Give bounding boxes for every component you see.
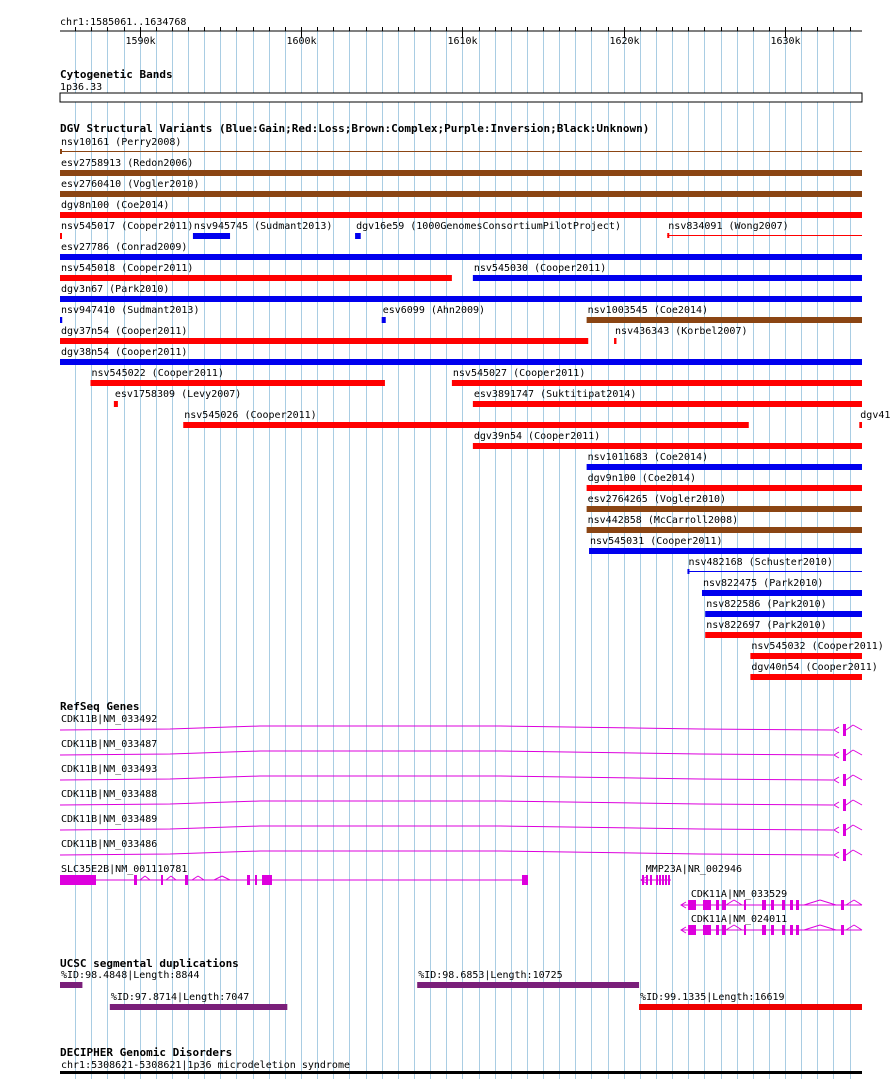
dgv-variant-bar[interactable] [587, 464, 862, 470]
dgv-variant-bar[interactable] [473, 401, 862, 407]
exon [656, 875, 658, 885]
exon [722, 900, 726, 910]
dgv-variant-label: dgv41 [860, 410, 890, 421]
exon [703, 900, 711, 910]
dgv-variant[interactable] [60, 221, 193, 239]
intron-line [145, 876, 150, 880]
refseq-gene-label: CDK11B|NM_033492 [61, 714, 158, 725]
segdup-label: %ID:99.1335|Length:16619 [640, 992, 785, 1003]
dgv-variant[interactable] [589, 536, 862, 554]
dgv-variant-label: nsv442858 (McCarroll2008) [587, 515, 739, 526]
intron-line [846, 725, 853, 730]
dgv-variant-bar[interactable] [750, 674, 862, 680]
segdup-label: %ID:98.6853|Length:10725 [418, 970, 563, 981]
refseq-gene[interactable] [60, 864, 528, 885]
exon [185, 875, 188, 885]
location-label: chr1:1585061..1634768 [60, 17, 187, 28]
dgv-variant-bar[interactable] [473, 443, 862, 449]
dgv-variant[interactable] [587, 452, 862, 470]
dgv-variant-label: nsv436343 (Korbel2007) [615, 326, 748, 337]
refseq-gene-label: CDK11B|NM_033488 [61, 789, 158, 800]
ruler-tick-label: 1590k [125, 36, 156, 47]
dgv-variant-bar[interactable] [589, 548, 862, 554]
refseq-gene[interactable] [641, 864, 742, 885]
dgv-variant-bar[interactable] [60, 191, 862, 197]
exon [668, 875, 670, 885]
dgv-variant-bar[interactable] [90, 380, 384, 386]
segdup-feature[interactable] [60, 970, 199, 988]
dgv-variant-bar[interactable] [193, 233, 230, 239]
ruler-tick-label: 1600k [286, 36, 317, 47]
exon [662, 875, 664, 885]
dgv-variant-label: dgv39n54 (Cooper2011) [473, 431, 601, 442]
dgv-variant-label: dgv40n54 (Cooper2011) [751, 662, 878, 673]
refseq-gene-label: CDK11A|NM_033529 [690, 889, 788, 900]
dgv-variant-label: nsv545031 (Cooper2011) [590, 536, 723, 547]
segmental-duplications-track [60, 957, 862, 1010]
dgv-variant-start-mark [687, 569, 689, 574]
decipher-label: chr1:5308621-5308621|1p36 microdeletion syndrome [61, 1060, 350, 1071]
intron-line [853, 850, 862, 855]
dgv-variant[interactable] [750, 662, 877, 680]
dgv-variant[interactable] [705, 599, 862, 617]
dgv-variant[interactable] [859, 410, 890, 428]
dgv-variant-bar[interactable] [60, 275, 452, 281]
dgv-variant-bar[interactable] [60, 338, 588, 344]
dgv-variant-bar[interactable] [60, 233, 62, 239]
dgv-variant[interactable] [705, 620, 862, 638]
dgv-variant[interactable] [587, 473, 862, 491]
dgv-variant-label: esv2758913 (Redon2006) [61, 158, 194, 169]
exon [843, 824, 846, 836]
exon [744, 925, 746, 935]
dgv-variant-label: nsv947410 (Sudmant2013) [61, 305, 200, 316]
dgv-variant-label: dgv37n54 (Cooper2011) [61, 326, 188, 337]
strand-arrow [834, 802, 839, 808]
decipher-genomic-disorders-track [60, 1046, 862, 1074]
dgv-variant[interactable] [614, 326, 747, 344]
dgv-variant[interactable] [667, 221, 862, 238]
dgv-track-title: DGV Structural Variants (Blue:Gain;Red:Loss;Brown:Complex;Purple:Inversion;Black:Unknown) [60, 122, 650, 135]
ruler-tick-label: 1610k [447, 36, 478, 47]
exon [659, 875, 661, 885]
dgv-variant-label: esv2764265 (Vogler2010) [587, 494, 727, 505]
cytoband-bar[interactable] [60, 93, 862, 102]
dgv-variant[interactable] [382, 305, 485, 323]
strand-arrow [834, 727, 839, 733]
exon [134, 875, 137, 885]
dgv-variant[interactable] [60, 347, 862, 365]
ruler-tick-label: 1630k [770, 36, 801, 47]
exon [771, 925, 774, 935]
dgv-variant-label: dgv8n100 (Coe2014) [61, 200, 170, 211]
exon [642, 875, 644, 885]
segdup-track-title: UCSC segmental duplications [60, 957, 239, 970]
dgv-variant-bar[interactable] [60, 212, 862, 218]
refseq-gene[interactable] [60, 714, 862, 736]
refseq-gene[interactable] [60, 764, 862, 786]
refseq-gene[interactable] [60, 839, 862, 861]
dgv-variant[interactable] [60, 200, 862, 218]
refseq-track-title: RefSeq Genes [60, 700, 140, 713]
dgv-variant-bar[interactable] [60, 359, 862, 365]
exon [716, 925, 719, 935]
dgv-variant[interactable] [193, 221, 332, 239]
dgv-variant-bar[interactable] [587, 485, 862, 491]
dgv-variant-label: nsv945745 (Sudmant2013) [193, 221, 333, 232]
intron-line [846, 800, 853, 805]
intron-line [854, 925, 862, 930]
dgv-variant[interactable] [114, 389, 241, 407]
exon [247, 875, 250, 885]
intron-line [846, 850, 853, 855]
intron-line [846, 750, 853, 755]
dgv-variant-bar[interactable] [183, 422, 749, 428]
dgv-variant-bar[interactable] [452, 380, 862, 386]
intron-line [854, 900, 862, 905]
dgv-variant-label: nsv10161 (Perry2008) [61, 137, 182, 148]
dgv-variant[interactable] [355, 221, 621, 239]
exon [843, 849, 846, 861]
intron-line [846, 775, 853, 780]
exon [843, 799, 846, 811]
dgv-variant-bar[interactable] [60, 151, 862, 152]
dgv-variant-label: esv6099 (Ahn2009) [382, 305, 486, 316]
dgv-variant-label: nsv822586 (Park2010) [706, 599, 827, 610]
dgv-variant-bar[interactable] [60, 254, 862, 260]
dgv-variant[interactable] [702, 578, 862, 596]
cytogenetic-bands-track [60, 68, 862, 102]
exon [262, 875, 272, 885]
dgv-variant[interactable] [60, 179, 862, 197]
intron-line [192, 876, 198, 880]
segdup-feature[interactable] [639, 992, 862, 1010]
exon [703, 925, 711, 935]
refseq-gene-label: CDK11B|NM_033493 [61, 764, 158, 775]
ruler-tick-label: 1620k [609, 36, 640, 47]
intron-line [198, 876, 204, 880]
exon [782, 900, 785, 910]
dgv-variant-bar[interactable] [705, 632, 862, 638]
exon [665, 875, 667, 885]
dgv-variant-label: nsv1003545 (Coe2014) [587, 305, 709, 316]
dgv-variant-label: nsv545032 (Cooper2011) [751, 641, 884, 652]
refseq-gene-label: CDK11B|NM_033486 [61, 839, 158, 850]
exon [688, 925, 696, 935]
strand-arrow [834, 752, 839, 758]
dgv-variant[interactable] [587, 494, 862, 512]
exon [843, 724, 846, 736]
intron-line [853, 750, 862, 755]
segdup-feature[interactable] [417, 970, 639, 988]
refseq-gene-label: SLC35E2B|NM_001110781 [61, 864, 188, 875]
dgv-variant-bar[interactable] [355, 233, 361, 239]
dgv-variant-label: dgv16e59 (1000GenomesConsortiumPilotProject) [356, 221, 621, 232]
dgv-structural-variants-track [60, 122, 890, 680]
segdup-label: %ID:98.4848|Length:8844 [61, 970, 200, 981]
exon [841, 925, 844, 935]
dgv-variant-label: dgv38n54 (Cooper2011) [61, 347, 188, 358]
segdup-label: %ID:97.8714|Length:7047 [110, 992, 250, 1003]
dgv-variant-start-mark [667, 233, 669, 238]
dgv-variant-label: nsv545018 (Cooper2011) [61, 263, 194, 274]
refseq-gene-label: MMP23A|NR_002946 [645, 864, 743, 875]
ruler-ticks [76, 27, 851, 47]
dgv-variant-label: nsv834091 (Wong2007) [668, 221, 789, 232]
exon [646, 875, 648, 885]
exon [782, 925, 785, 935]
dgv-variant-label: dgv3n67 (Park2010) [61, 284, 170, 295]
dgv-variant-label: nsv822475 (Park2010) [702, 578, 824, 589]
dgv-variant[interactable] [60, 305, 199, 323]
exon [161, 875, 163, 885]
dgv-variant[interactable] [60, 263, 452, 281]
segdup-bar[interactable] [639, 1004, 862, 1010]
decipher-feature[interactable] [60, 1060, 862, 1074]
dgv-variant-bar[interactable] [473, 275, 862, 281]
dgv-variant[interactable] [60, 242, 862, 260]
refseq-gene-label: CDK11B|NM_033489 [61, 814, 158, 825]
refseq-gene[interactable] [60, 789, 862, 811]
refseq-gene-label: CDK11B|NM_033487 [61, 739, 158, 750]
dgv-variant-label: nsv1011683 (Coe2014) [587, 452, 709, 463]
strand-arrow [834, 827, 839, 833]
dgv-variant-start-mark [60, 149, 62, 154]
dgv-variant-bar[interactable] [614, 338, 616, 344]
dgv-variant-bar[interactable] [750, 653, 862, 659]
intron-line [222, 876, 230, 880]
dgv-variant-bar[interactable] [587, 527, 862, 533]
intron-line [726, 900, 734, 905]
strand-arrow [834, 777, 839, 783]
dgv-variant-bar[interactable] [687, 571, 862, 572]
exon [771, 900, 774, 910]
decipher-track-title: DECIPHER Genomic Disorders [60, 1046, 233, 1059]
exon [762, 900, 766, 910]
exon [650, 875, 652, 885]
intron-line [853, 825, 862, 830]
refseq-gene[interactable] [681, 889, 862, 910]
dgv-variant-label: esv27786 (Conrad2009) [61, 242, 188, 253]
exon [762, 925, 766, 935]
exon [60, 875, 96, 885]
dgv-variant-bar[interactable] [667, 235, 862, 236]
exon [843, 774, 846, 786]
dgv-variant[interactable] [183, 410, 749, 428]
dgv-variant-label: nsv545026 (Cooper2011) [184, 410, 317, 421]
exon [722, 925, 726, 935]
exon [790, 925, 793, 935]
exon [796, 900, 799, 910]
dgv-variant[interactable] [473, 263, 862, 281]
exon [688, 900, 696, 910]
dgv-variant[interactable] [587, 515, 862, 533]
intron-line [726, 925, 734, 930]
segdup-bar[interactable] [60, 982, 82, 988]
dgv-variant[interactable] [60, 158, 862, 176]
exon [716, 900, 719, 910]
exon [841, 900, 844, 910]
exon [522, 875, 528, 885]
dgv-variant-bar[interactable] [702, 590, 862, 596]
dgv-variant[interactable] [60, 137, 862, 154]
dgv-variant-label: nsv482168 (Schuster2010) [688, 557, 833, 568]
intron-line [166, 876, 171, 880]
strand-arrow [834, 852, 839, 858]
exon [796, 925, 799, 935]
coordinate-ruler[interactable] [60, 17, 862, 47]
dgv-variant-bar[interactable] [382, 317, 386, 323]
dgv-variant[interactable] [687, 557, 862, 574]
dgv-variant[interactable] [60, 284, 862, 302]
refseq-gene[interactable] [681, 914, 862, 935]
dgv-variant-bar[interactable] [859, 422, 862, 428]
dgv-variant-label: esv1758309 (Levy2007) [114, 389, 242, 400]
dgv-variant[interactable] [750, 641, 883, 659]
intron-line [853, 800, 862, 805]
exon [744, 900, 746, 910]
dgv-variant-bar[interactable] [60, 296, 862, 302]
exon [843, 749, 846, 761]
exon [790, 900, 793, 910]
exon [255, 875, 257, 885]
segdup-bar[interactable] [110, 1004, 287, 1010]
intron-line [171, 876, 176, 880]
dgv-variant-bar[interactable] [60, 317, 62, 323]
cytogenetic-bands-title: Cytogenetic Bands [60, 68, 173, 81]
dgv-variant-bar[interactable] [114, 401, 118, 407]
intron-line [853, 725, 862, 730]
dgv-variant-label: nsv545022 (Cooper2011) [91, 368, 224, 379]
dgv-variant[interactable] [90, 368, 384, 386]
dgv-variant-label: nsv545030 (Cooper2011) [473, 263, 607, 274]
dgv-variant-label: nsv545017 (Cooper2011) [61, 221, 194, 232]
dgv-variant-label: nsv822697 (Park2010) [706, 620, 827, 631]
refseq-gene[interactable] [60, 739, 862, 761]
dgv-variant[interactable] [473, 389, 862, 407]
dgv-variant-bar[interactable] [587, 317, 862, 323]
refseq-gene[interactable] [60, 814, 862, 836]
segdup-feature[interactable] [110, 992, 287, 1010]
intron-line [853, 775, 862, 780]
dgv-variant[interactable] [60, 326, 588, 344]
segdup-bar[interactable] [417, 982, 639, 988]
dgv-variant-label: nsv545027 (Cooper2011) [452, 368, 586, 379]
dgv-variant-label: esv3891747 (Suktitipat2014) [473, 389, 637, 400]
decipher-bar[interactable] [60, 1071, 862, 1074]
dgv-variant-bar[interactable] [587, 506, 862, 512]
dgv-variant-label: dgv9n100 (Coe2014) [587, 473, 696, 484]
dgv-variant[interactable] [473, 431, 862, 449]
dgv-variant-label: esv2760410 (Vogler2010) [61, 179, 200, 190]
dgv-variant-bar[interactable] [705, 611, 862, 617]
cytoband-label: 1p36.33 [60, 82, 103, 93]
dgv-variant[interactable] [587, 305, 862, 323]
intron-line [846, 825, 853, 830]
refseq-gene-label: CDK11A|NM_024011 [690, 914, 788, 925]
refseq-genes-track [60, 700, 862, 935]
dgv-variant-bar[interactable] [60, 170, 862, 176]
